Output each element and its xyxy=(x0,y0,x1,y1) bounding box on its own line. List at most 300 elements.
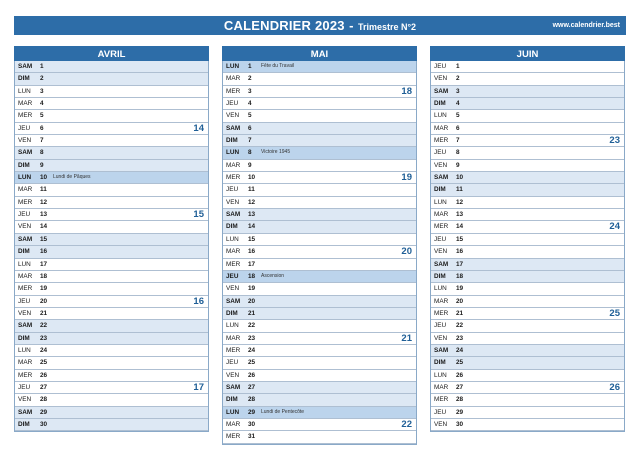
week-number: 15 xyxy=(193,209,204,221)
day-name: MER xyxy=(434,396,449,404)
day-row xyxy=(431,357,624,369)
day-row xyxy=(223,345,416,357)
day-number: 21 xyxy=(40,309,48,317)
day-number: 24 xyxy=(248,346,256,354)
day-row xyxy=(431,419,624,431)
day-name: MER xyxy=(226,433,241,441)
day-row xyxy=(15,382,208,394)
day-number: 30 xyxy=(456,420,464,428)
day-row xyxy=(223,73,416,85)
day-name: SAM xyxy=(434,346,449,354)
day-name: MAR xyxy=(434,297,449,305)
day-number: 20 xyxy=(40,297,48,305)
day-number: 25 xyxy=(248,359,256,367)
day-row xyxy=(223,110,416,122)
week-number: 20 xyxy=(401,246,412,258)
day-row xyxy=(223,184,416,196)
day-row xyxy=(15,110,208,122)
day-number: 31 xyxy=(248,433,256,441)
day-number: 4 xyxy=(248,100,252,108)
day-number: 8 xyxy=(456,149,460,157)
day-row xyxy=(431,160,624,172)
day-row xyxy=(15,259,208,271)
day-number: 13 xyxy=(248,211,256,219)
day-row xyxy=(223,98,416,110)
day-number: 7 xyxy=(248,137,252,145)
month-column-avril xyxy=(14,46,209,432)
day-number: 20 xyxy=(456,297,464,305)
day-row xyxy=(431,370,624,382)
day-number: 13 xyxy=(40,211,48,219)
day-number: 9 xyxy=(456,161,460,169)
day-row xyxy=(223,221,416,233)
day-number: 9 xyxy=(248,161,252,169)
title-center xyxy=(14,16,626,35)
day-name: DIM xyxy=(18,161,30,169)
month-column-juin xyxy=(430,46,625,432)
day-number: 29 xyxy=(248,408,256,416)
month-days xyxy=(14,61,209,432)
day-row xyxy=(15,221,208,233)
day-number: 23 xyxy=(248,334,256,342)
day-name: SAM xyxy=(226,383,241,391)
day-name: MAR xyxy=(226,334,241,342)
week-number: 25 xyxy=(609,307,620,319)
day-number: 12 xyxy=(40,198,48,206)
day-row xyxy=(223,296,416,308)
day-name: SAM xyxy=(18,149,33,157)
day-number: 11 xyxy=(456,186,463,194)
day-name: DIM xyxy=(434,272,446,280)
title-bar xyxy=(14,16,626,35)
day-name: VEN xyxy=(18,309,32,317)
day-row xyxy=(223,259,416,271)
day-number: 11 xyxy=(40,186,47,194)
day-name: MAR xyxy=(18,100,33,108)
day-number: 29 xyxy=(40,408,48,416)
day-name: MER xyxy=(18,198,33,206)
day-number: 5 xyxy=(456,112,460,120)
day-name: MAR xyxy=(434,383,449,391)
day-name: DIM xyxy=(434,359,446,367)
day-name: JEU xyxy=(434,63,447,70)
month-column-mai xyxy=(222,46,417,445)
day-name: VEN xyxy=(434,334,448,342)
day-name: JEU xyxy=(226,359,239,367)
day-row xyxy=(431,234,624,246)
day-name: SAM xyxy=(226,124,241,132)
day-row xyxy=(15,147,208,159)
day-number: 25 xyxy=(40,359,48,367)
holiday-label: Lundi de Pentecôte xyxy=(261,408,305,415)
day-name: SAM xyxy=(434,174,449,182)
month-days xyxy=(222,61,417,445)
day-name: JEU xyxy=(226,272,239,280)
day-number: 1 xyxy=(248,63,252,70)
day-name: VEN xyxy=(226,112,240,120)
day-name: MER xyxy=(18,371,33,379)
day-number: 16 xyxy=(456,248,464,256)
day-row xyxy=(15,320,208,332)
day-number: 17 xyxy=(40,260,48,268)
day-row xyxy=(431,271,624,283)
day-number: 19 xyxy=(40,285,48,293)
day-name: LUN xyxy=(18,87,31,95)
day-row xyxy=(223,419,416,431)
day-name: DIM xyxy=(226,137,238,145)
day-name: MER xyxy=(18,285,33,293)
day-name: DIM xyxy=(18,420,30,428)
day-number: 25 xyxy=(456,359,464,367)
day-row xyxy=(223,320,416,332)
day-number: 24 xyxy=(40,346,48,354)
day-row xyxy=(431,123,624,135)
day-name: DIM xyxy=(18,75,30,83)
day-name: LUN xyxy=(226,149,240,157)
day-row xyxy=(15,419,208,431)
day-row xyxy=(15,407,208,419)
day-number: 19 xyxy=(456,285,464,293)
day-name: JEU xyxy=(434,149,447,157)
day-number: 23 xyxy=(40,334,48,342)
day-row xyxy=(431,209,624,221)
day-number: 26 xyxy=(248,371,256,379)
day-row xyxy=(15,394,208,406)
day-name: MAR xyxy=(226,248,241,256)
day-number: 27 xyxy=(248,383,256,391)
day-number: 10 xyxy=(40,174,48,182)
week-number: 24 xyxy=(609,221,620,233)
month-header: AVRIL xyxy=(14,46,209,61)
day-name: VEN xyxy=(434,75,448,83)
day-name: LUN xyxy=(18,260,31,268)
day-row xyxy=(223,160,416,172)
day-row xyxy=(223,197,416,209)
day-number: 12 xyxy=(456,198,464,206)
day-number: 12 xyxy=(248,198,256,206)
day-row xyxy=(15,123,208,135)
day-name: MER xyxy=(226,87,241,95)
day-number: 3 xyxy=(40,87,44,95)
day-row xyxy=(223,382,416,394)
month-header: JUIN xyxy=(430,46,625,61)
day-name: MER xyxy=(434,309,449,317)
site-link[interactable]: www.calendrier.best xyxy=(552,22,620,29)
month-header: MAI xyxy=(222,46,417,61)
day-number: 17 xyxy=(248,260,256,268)
day-name: LUN xyxy=(226,322,239,330)
day-name: MAR xyxy=(18,359,33,367)
day-number: 10 xyxy=(248,174,256,182)
day-name: MAR xyxy=(18,272,33,280)
day-row xyxy=(431,147,624,159)
day-number: 22 xyxy=(248,322,256,330)
day-name: LUN xyxy=(434,285,447,293)
day-name: MER xyxy=(226,260,241,268)
day-row xyxy=(431,221,624,233)
day-name: JEU xyxy=(18,211,31,219)
day-number: 3 xyxy=(456,87,460,95)
day-name: VEN xyxy=(434,248,448,256)
day-name: MAR xyxy=(434,211,449,219)
week-number: 19 xyxy=(401,172,412,184)
day-number: 14 xyxy=(456,223,464,231)
day-number: 10 xyxy=(456,174,464,182)
day-row xyxy=(431,184,624,196)
day-name: DIM xyxy=(226,396,238,404)
day-row xyxy=(431,382,624,394)
day-name: JEU xyxy=(226,100,239,108)
day-row xyxy=(223,61,416,73)
day-name: VEN xyxy=(434,420,448,428)
day-number: 27 xyxy=(456,383,464,391)
day-number: 2 xyxy=(40,75,44,83)
day-row xyxy=(431,308,624,320)
day-number: 4 xyxy=(40,100,44,108)
day-name: VEN xyxy=(226,371,240,379)
day-row xyxy=(15,160,208,172)
day-row xyxy=(223,308,416,320)
day-row xyxy=(431,86,624,98)
day-row xyxy=(431,246,624,258)
page-title: CALENDRIER 2023 xyxy=(223,18,345,33)
day-row xyxy=(223,431,416,443)
day-name: LUN xyxy=(18,346,31,354)
day-row xyxy=(15,246,208,258)
day-number: 17 xyxy=(456,260,464,268)
day-row xyxy=(15,333,208,345)
holiday-label: Fête du Travail xyxy=(261,63,295,69)
day-number: 15 xyxy=(40,235,48,243)
day-row xyxy=(15,184,208,196)
day-name: JEU xyxy=(226,186,239,194)
day-name: VEN xyxy=(18,223,32,231)
day-row xyxy=(431,61,624,73)
day-number: 2 xyxy=(456,75,460,83)
day-number: 2 xyxy=(248,75,252,83)
day-number: 15 xyxy=(248,235,256,243)
week-number: 21 xyxy=(401,332,412,344)
day-row xyxy=(431,98,624,110)
week-number: 16 xyxy=(193,295,204,307)
day-number: 20 xyxy=(248,297,256,305)
day-number: 26 xyxy=(40,371,48,379)
day-row xyxy=(223,135,416,147)
day-row xyxy=(15,98,208,110)
day-name: JEU xyxy=(434,322,447,330)
day-row xyxy=(223,234,416,246)
week-number: 14 xyxy=(193,122,204,134)
day-name: SAM xyxy=(434,87,449,95)
day-row xyxy=(223,394,416,406)
day-number: 28 xyxy=(456,396,464,404)
day-row xyxy=(431,333,624,345)
day-name: MER xyxy=(434,223,449,231)
day-row xyxy=(15,73,208,85)
day-name: DIM xyxy=(434,100,446,108)
day-name: SAM xyxy=(226,297,241,305)
day-name: SAM xyxy=(18,63,33,70)
day-row xyxy=(223,333,416,345)
day-number: 6 xyxy=(40,124,44,132)
day-row xyxy=(431,73,624,85)
day-number: 3 xyxy=(248,87,252,95)
day-name: SAM xyxy=(226,211,241,219)
day-name: MER xyxy=(18,112,33,120)
day-row xyxy=(223,370,416,382)
day-name: VEN xyxy=(18,137,32,145)
day-name: LUN xyxy=(226,235,239,243)
week-number: 23 xyxy=(609,135,620,147)
day-row xyxy=(15,357,208,369)
day-name: MER xyxy=(434,137,449,145)
day-name: MAR xyxy=(434,124,449,132)
holiday-label: Victoire 1945 xyxy=(261,149,291,156)
day-number: 24 xyxy=(456,346,464,354)
day-name: MAR xyxy=(18,186,33,194)
day-number: 22 xyxy=(40,322,48,330)
day-number: 1 xyxy=(40,63,44,70)
day-row xyxy=(15,370,208,382)
holiday-label: Ascension xyxy=(261,272,285,279)
week-number: 26 xyxy=(609,381,620,393)
day-number: 14 xyxy=(40,223,48,231)
day-name: VEN xyxy=(434,161,448,169)
day-row xyxy=(15,296,208,308)
day-name: SAM xyxy=(18,235,33,243)
day-row xyxy=(223,407,416,419)
title-separator: - xyxy=(349,18,354,33)
day-row xyxy=(223,283,416,295)
day-name: LUN xyxy=(18,174,32,182)
day-row xyxy=(223,357,416,369)
day-row xyxy=(431,283,624,295)
day-number: 8 xyxy=(248,149,252,157)
day-row xyxy=(223,86,416,98)
day-row xyxy=(15,135,208,147)
day-name: JEU xyxy=(18,124,31,132)
day-number: 30 xyxy=(40,420,48,428)
day-name: VEN xyxy=(226,285,240,293)
day-number: 29 xyxy=(456,408,464,416)
day-name: LUN xyxy=(434,112,447,120)
day-row xyxy=(15,345,208,357)
day-number: 22 xyxy=(456,322,464,330)
day-name: VEN xyxy=(18,396,32,404)
day-number: 19 xyxy=(248,285,256,293)
day-number: 7 xyxy=(456,137,460,145)
day-row xyxy=(223,147,416,159)
day-name: DIM xyxy=(18,334,30,342)
day-number: 5 xyxy=(248,112,252,120)
week-number: 18 xyxy=(401,85,412,97)
day-name: DIM xyxy=(226,309,238,317)
day-number: 28 xyxy=(40,396,48,404)
day-number: 11 xyxy=(248,186,255,194)
day-number: 16 xyxy=(248,248,256,256)
day-row xyxy=(431,407,624,419)
day-number: 28 xyxy=(248,396,256,404)
month-days xyxy=(430,61,625,432)
day-name: JEU xyxy=(18,383,31,391)
day-row xyxy=(15,61,208,73)
day-name: MER xyxy=(226,346,241,354)
day-number: 30 xyxy=(248,420,256,428)
day-row xyxy=(431,394,624,406)
day-row xyxy=(223,172,416,184)
day-name: SAM xyxy=(18,408,33,416)
day-name: LUN xyxy=(226,63,240,70)
day-row xyxy=(15,234,208,246)
day-row xyxy=(431,172,624,184)
day-number: 21 xyxy=(248,309,256,317)
day-row xyxy=(431,345,624,357)
day-name: JEU xyxy=(434,408,447,416)
page-subtitle: Trimestre N°2 xyxy=(357,22,417,32)
day-name: JEU xyxy=(18,297,31,305)
day-row xyxy=(431,135,624,147)
day-name: LUN xyxy=(226,408,240,416)
day-number: 6 xyxy=(456,124,460,132)
day-name: JEU xyxy=(434,235,447,243)
week-number: 17 xyxy=(193,381,204,393)
day-number: 9 xyxy=(40,161,44,169)
day-row xyxy=(223,209,416,221)
day-number: 23 xyxy=(456,334,464,342)
day-row xyxy=(431,296,624,308)
day-number: 26 xyxy=(456,371,464,379)
day-name: LUN xyxy=(434,198,447,206)
day-row xyxy=(431,320,624,332)
day-row xyxy=(15,86,208,98)
day-name: SAM xyxy=(434,260,449,268)
day-row xyxy=(15,283,208,295)
day-number: 7 xyxy=(40,137,44,145)
day-number: 18 xyxy=(456,272,464,280)
day-row xyxy=(223,246,416,258)
week-number: 22 xyxy=(401,418,412,430)
day-name: DIM xyxy=(226,223,238,231)
day-name: MAR xyxy=(226,161,241,169)
day-row xyxy=(223,123,416,135)
day-name: VEN xyxy=(226,198,240,206)
day-number: 13 xyxy=(456,211,464,219)
day-name: DIM xyxy=(434,186,446,194)
day-row xyxy=(431,259,624,271)
day-number: 21 xyxy=(456,309,464,317)
day-number: 8 xyxy=(40,149,44,157)
day-name: MAR xyxy=(226,420,241,428)
day-row xyxy=(15,197,208,209)
day-number: 6 xyxy=(248,124,252,132)
day-number: 18 xyxy=(40,272,48,280)
day-number: 14 xyxy=(248,223,256,231)
day-number: 15 xyxy=(456,235,464,243)
day-row xyxy=(15,271,208,283)
day-number: 18 xyxy=(248,272,256,280)
day-number: 5 xyxy=(40,112,44,120)
day-name: SAM xyxy=(18,322,33,330)
day-row xyxy=(15,308,208,320)
day-row xyxy=(15,209,208,221)
day-row xyxy=(15,172,208,184)
day-number: 27 xyxy=(40,383,48,391)
day-name: MER xyxy=(226,174,241,182)
day-row xyxy=(223,271,416,283)
day-name: LUN xyxy=(434,371,447,379)
day-number: 16 xyxy=(40,248,48,256)
day-row xyxy=(431,110,624,122)
